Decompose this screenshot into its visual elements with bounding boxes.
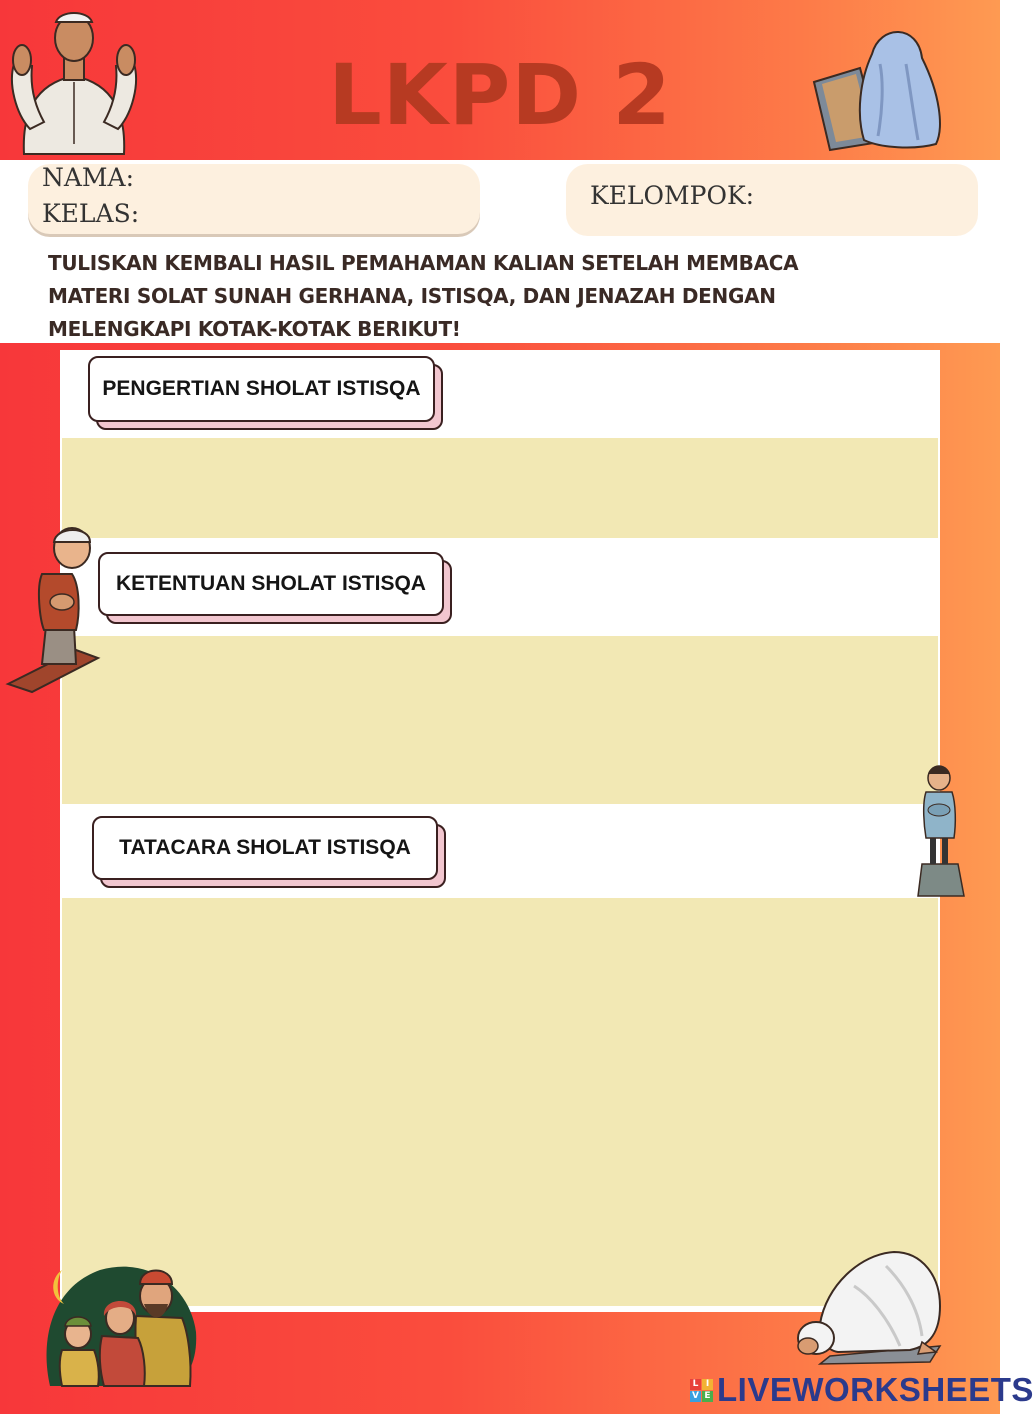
section-label-ketentuan: KETENTUAN SHOLAT ISTISQA bbox=[98, 552, 444, 616]
instruction-line: TULISKAN KEMBALI HASIL PEMAHAMAN KALIAN SETELAH MEMBACA bbox=[48, 251, 799, 275]
answer-input-tatacara[interactable] bbox=[90, 910, 904, 1244]
section-label-pengertian: PENGERTIAN SHOLAT ISTISQA bbox=[88, 356, 435, 422]
kelompok-label: KELOMPOK: bbox=[590, 181, 755, 210]
standing-boy-on-mat-icon bbox=[912, 764, 968, 898]
answer-input-ketentuan[interactable] bbox=[120, 648, 904, 796]
section-label-tatacara: TATACARA SHOLAT ISTISQA bbox=[92, 816, 438, 880]
nama-input[interactable] bbox=[148, 166, 472, 196]
instruction-line: MATERI SOLAT SUNAH GERHANA, ISTISQA, DAN JENAZAH DENGAN bbox=[48, 284, 776, 308]
liveworksheets-logo bbox=[690, 1370, 1034, 1410]
instruction-text bbox=[48, 247, 908, 346]
page-title: LKPD 2 bbox=[328, 46, 672, 144]
family-icon bbox=[40, 1252, 198, 1386]
prostrating-man-icon bbox=[790, 1246, 950, 1364]
logo-mark-letter: E bbox=[702, 1391, 713, 1402]
logo-mark-letter: V bbox=[690, 1391, 701, 1402]
logo-mark-letter: I bbox=[702, 1379, 713, 1390]
kelas-input[interactable] bbox=[148, 202, 472, 232]
nama-label: NAMA: bbox=[42, 163, 135, 192]
liveworksheets-logo-mark bbox=[690, 1379, 713, 1402]
logo-text: LIVEWORKSHEETS bbox=[717, 1371, 1034, 1408]
logo-mark-letter: L bbox=[690, 1379, 701, 1390]
kelas-label: KELAS: bbox=[42, 199, 140, 228]
boy-praying-on-mat-icon bbox=[6, 524, 102, 694]
answer-input-pengertian[interactable] bbox=[86, 448, 920, 532]
instruction-line: MELENGKAPI KOTAK-KOTAK BERIKUT! bbox=[48, 317, 461, 341]
kelompok-input[interactable] bbox=[768, 184, 972, 214]
